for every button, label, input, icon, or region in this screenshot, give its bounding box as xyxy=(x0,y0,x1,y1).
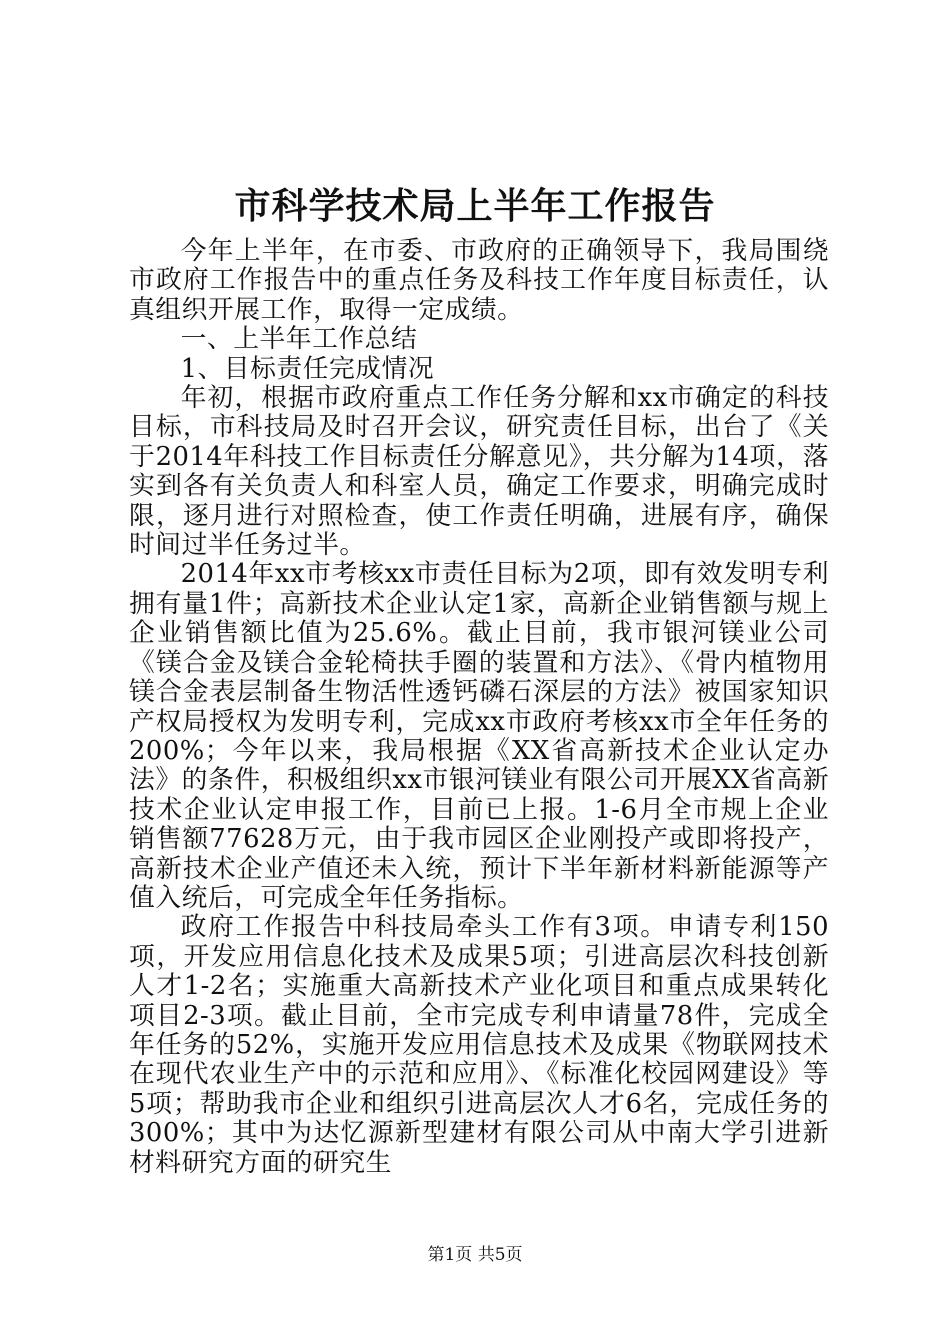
paragraph-assessment-targets: 2014年xx市考核xx市责任目标为2项，即有效发明专利拥有量1件；高新技术企业认定1家，高新企业销售额与规上企业销售额比值为25.6%。截止目前，我市银河镁业公司《镁合金及镁合金轮椅扶手圈的装置和方法》、《骨内植物用镁合金表层制备生物活性透钙磷石深层的方法》被国家知识产权局授权为发明专利，完成xx市政府考核xx市全年任务的200%；今年以来，我局根据《XX省高新技术企业认定办法》的条件，积极组织xx市银河镁业有限公司开展XX省高新技术企业认定申报工作，目前已上报。1-6月全市规上企业销售额77628万元，由于我市园区企业刚投产或即将投产，高新技术企业产值还未入统，预计下半年新材料新能源等产值入统后，可完成全年任务指标。 xyxy=(129,559,829,913)
paragraph-target-breakdown: 年初，根据市政府重点工作任务分解和xx市确定的科技目标，市科技局及时召开会议，研究责任目标，出台了《关于2014年科技工作目标责任分解意见》，共分解为14项，落实到各有关负责人和科室人员，确定工作要求，明确完成时限，逐月进行对照检查，使工作责任明确，进展有序，确保时间过半任务过半。 xyxy=(129,383,829,561)
document-body xyxy=(129,237,829,1178)
section-heading: 一、上半年工作总结 xyxy=(180,324,418,355)
page-footer: 第1页 共5页 xyxy=(427,1245,523,1265)
paragraph-intro: 今年上半年，在市委、市政府的正确领导下，我局围绕市政府工作报告中的重点任务及科技工作年度目标责任，认真组织开展工作，取得一定成绩。 xyxy=(129,236,829,325)
paragraph-government-tasks: 政府工作报告中科技局牵头工作有3项。申请专利150项，开发应用信息化技术及成果5项；引进高层次科技创新人才1-2名；实施重大高新技术产业化项目和重点成果转化项目2-3项。截止目前，全市完成专利申请量78件，完成全年任务的52%，实施开发应用信息技术及成果《物联网技术在现代农业生产中的示范和应用》、《标准化校园网建设》等5项；帮助我市企业和组织引进高层次人才6名，完成任务的300%；其中为达忆源新型建材有限公司从中南大学引进新材料研究方面的研究生 xyxy=(129,912,829,1178)
subsection-heading: 1、目标责任完成情况 xyxy=(180,353,435,384)
document-title: 市科学技术局上半年工作报告 xyxy=(234,185,716,227)
